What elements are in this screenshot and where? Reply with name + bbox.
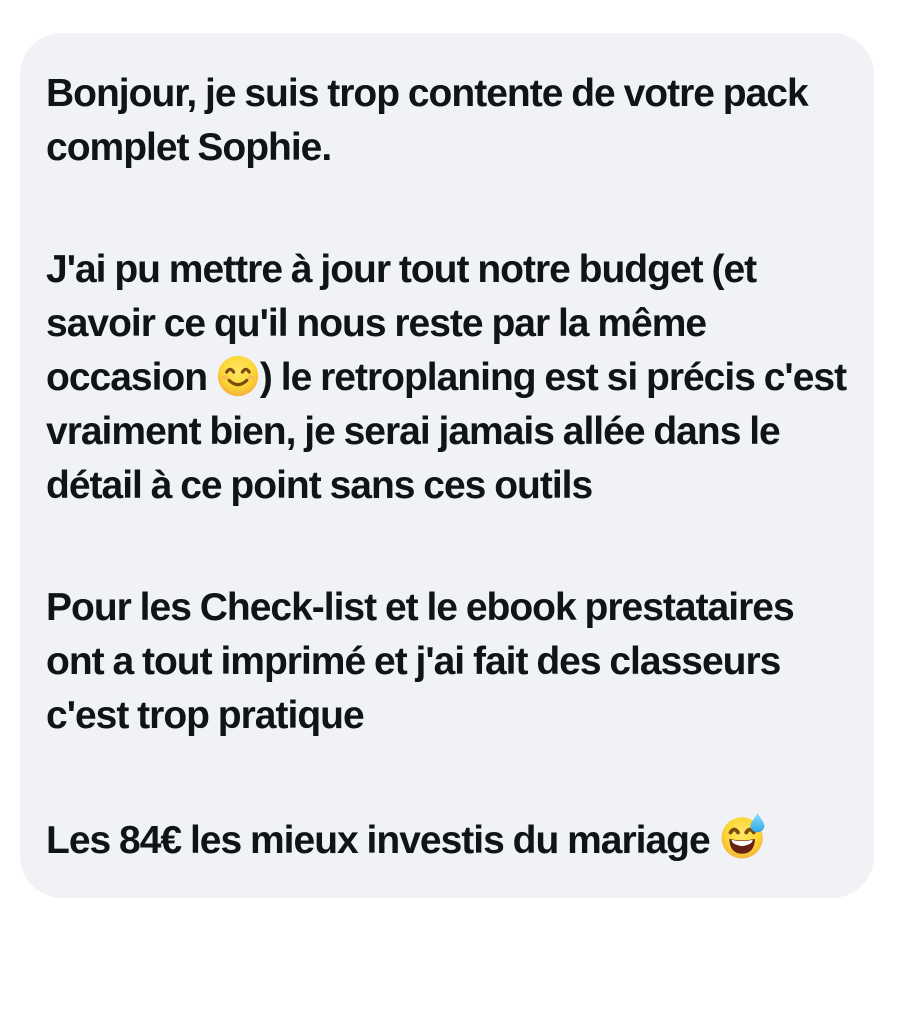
message-paragraph-2	[46, 243, 848, 513]
message-paragraph-1	[46, 67, 848, 175]
grinning-face-with-sweat-emoji	[719, 811, 769, 861]
message-text: Bonjour, je suis trop contente de votre pack complet Sophie.	[46, 72, 808, 169]
message-bubble	[20, 33, 874, 898]
page	[0, 33, 898, 1025]
message-paragraph-4	[46, 811, 848, 868]
smiling-face-with-smiling-eyes-emoji	[216, 354, 260, 398]
message-text: ) le retroplaning est si précis c'est vraiment bien, je serai jamais allée dans le détail à ce point sans ces outils	[46, 356, 847, 507]
message-text: J'ai pu mettre à jour tout notre budget (et savoir ce qu'il nous reste par la même occasion	[46, 248, 757, 399]
message-text: Pour les Check-list et le ebook prestataires ont a tout imprimé et j'ai fait des classeurs c'est trop pratique	[46, 586, 794, 737]
message-paragraph-3	[46, 581, 848, 743]
message-text: Les 84€ les mieux investis du mariage	[46, 819, 719, 862]
